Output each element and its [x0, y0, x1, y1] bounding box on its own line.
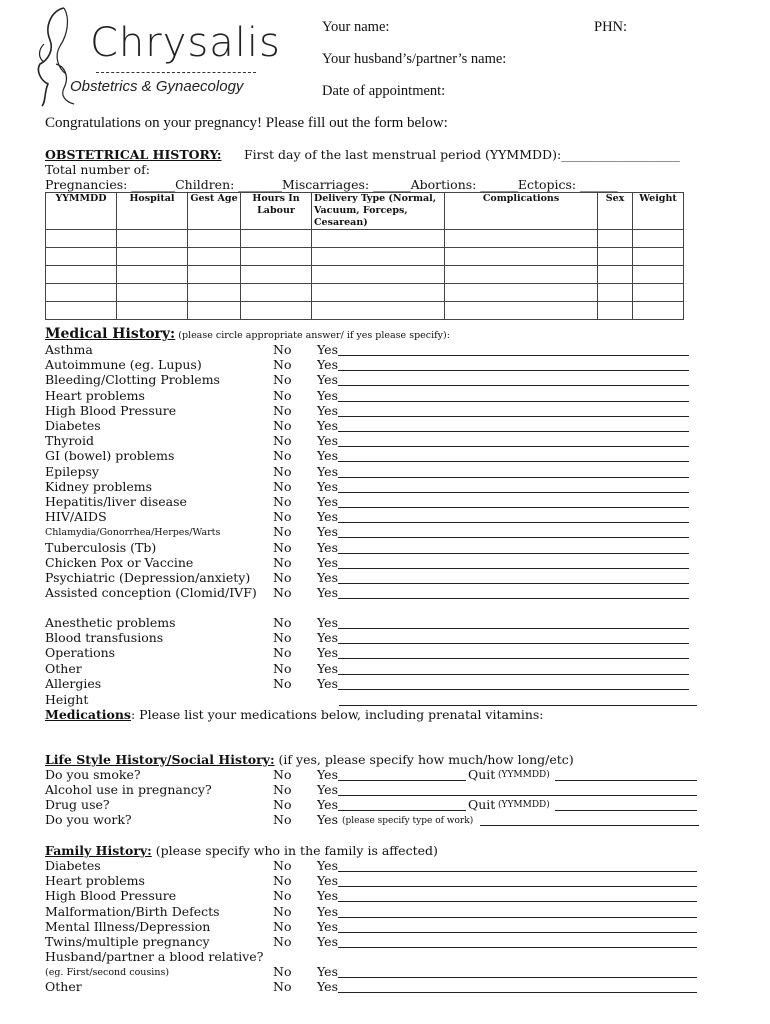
no-option[interactable]: No — [273, 570, 292, 585]
smoke-row — [45, 767, 705, 782]
yes-option[interactable]: Yes — [317, 539, 338, 555]
col-hours-in-labour: Hours In Labour — [241, 193, 312, 230]
quit-label: Quit — [468, 797, 496, 812]
condition-label: Twins/multiple pregnancy — [45, 934, 210, 949]
specify-line[interactable] — [338, 358, 689, 371]
no-option[interactable]: No — [273, 675, 292, 691]
quit-date-format: (YYMMDD) — [498, 770, 550, 780]
no-option[interactable]: No — [273, 418, 292, 433]
specify-line[interactable] — [338, 935, 697, 948]
yes-option[interactable]: Yes — [317, 934, 338, 949]
condition-label: Assisted conception (Clomid/IVF) — [45, 585, 257, 601]
drug-label: Drug use? — [45, 797, 110, 812]
family-history-title: Family History: — [45, 843, 152, 858]
quit-date-format: (YYMMDD) — [498, 800, 550, 810]
yes-option[interactable]: Yes — [317, 585, 338, 601]
no-option[interactable]: No — [273, 478, 292, 494]
blood-relative-label: Husband/partner a blood relative? — [45, 949, 264, 964]
medical-row — [45, 418, 705, 433]
condition-label: Anesthetic problems — [45, 615, 176, 630]
specify-line[interactable] — [338, 677, 689, 690]
medical-row — [45, 479, 705, 494]
specify-line[interactable] — [338, 556, 689, 569]
yes-option[interactable]: Yes — [317, 858, 338, 873]
no-option[interactable]: No — [273, 448, 292, 464]
smoke-line[interactable] — [338, 768, 466, 781]
medical-row — [45, 540, 705, 555]
yes-option[interactable]: Yes — [317, 494, 338, 509]
yes-option[interactable]: Yes — [317, 478, 338, 494]
col-sex: Sex — [598, 193, 633, 230]
family-row — [45, 934, 705, 949]
medical-row — [45, 661, 705, 676]
yes-option[interactable]: Yes — [317, 782, 338, 797]
yes-option[interactable]: Yes — [317, 873, 338, 889]
your-name-label: Your name: — [322, 19, 390, 35]
specify-line[interactable] — [338, 465, 689, 478]
specify-line[interactable] — [338, 616, 689, 629]
no-option[interactable]: No — [273, 873, 292, 889]
condition-label: Heart problems — [45, 873, 145, 889]
specify-line[interactable] — [338, 859, 697, 872]
quit-date-line[interactable] — [555, 798, 697, 811]
logo-name: Chrysalis — [90, 20, 281, 66]
yes-option[interactable]: Yes — [317, 812, 338, 827]
yes-option[interactable]: Yes — [317, 797, 338, 812]
specify-line[interactable] — [338, 419, 689, 432]
table-row[interactable] — [46, 248, 684, 266]
yes-option[interactable]: Yes — [317, 645, 338, 661]
height-line[interactable] — [339, 693, 697, 706]
condition-label: Psychiatric (Depression/anxiety) — [45, 570, 251, 585]
table-header-row — [46, 193, 684, 230]
medications-heading — [45, 707, 544, 722]
no-option[interactable]: No — [273, 387, 292, 403]
no-option[interactable]: No — [273, 888, 292, 904]
condition-label: High Blood Pressure — [45, 888, 177, 904]
pregnancy-counts-line[interactable]: Pregnancies: _______Children: _______Miscarriages: ______Abortions: ______Ectopics: ______ — [45, 177, 618, 192]
yes-option[interactable]: Yes — [317, 554, 338, 570]
height-label: Height — [45, 692, 89, 707]
condition-label: Other — [45, 660, 82, 676]
specify-line[interactable] — [338, 495, 689, 508]
condition-label: Chlamydia/Gonorrhea/Herpes/Warts — [45, 527, 221, 539]
yes-option[interactable]: Yes — [317, 660, 338, 676]
condition-label: Mental Illness/Depression — [45, 918, 211, 934]
specify-line[interactable] — [338, 874, 697, 887]
family-history-note: (please specify who in the family is affected) — [151, 843, 438, 858]
family-history-heading — [45, 843, 438, 858]
condition-label: Malformation/Birth Defects — [45, 903, 220, 919]
medical-history-heading — [45, 326, 450, 342]
medical-row — [45, 342, 705, 357]
medical-row — [45, 403, 705, 418]
medical-row — [45, 509, 705, 524]
col-gest-age: Gest Age — [188, 193, 241, 230]
specify-line[interactable] — [338, 449, 689, 462]
condition-label: Blood transfusions — [45, 630, 164, 646]
drug-row — [45, 797, 705, 812]
medical-row — [45, 464, 705, 479]
specify-line[interactable] — [338, 434, 689, 447]
date-of-appointment-label: Date of appointment: — [322, 83, 446, 99]
medical-history-title: Medical History: — [45, 326, 176, 342]
drug-line[interactable] — [338, 798, 466, 811]
no-option[interactable]: No — [273, 630, 292, 646]
condition-label: Diabetes — [45, 418, 101, 433]
specify-line[interactable] — [338, 920, 697, 933]
no-option[interactable]: No — [273, 964, 292, 979]
yes-option[interactable]: Yes — [317, 888, 338, 904]
specify-line[interactable] — [338, 889, 697, 902]
condition-label: High Blood Pressure — [45, 402, 177, 418]
yes-option[interactable]: Yes — [317, 767, 338, 782]
no-option[interactable]: No — [273, 554, 292, 570]
no-option[interactable]: No — [273, 342, 292, 357]
work-label: Do you work? — [45, 812, 132, 827]
work-line[interactable] — [480, 813, 699, 826]
yes-option[interactable]: Yes — [317, 570, 338, 585]
yes-option[interactable]: Yes — [317, 402, 338, 418]
lifestyle-note: (if yes, please specify how much/how long/etc) — [274, 752, 574, 767]
condition-label: Kidney problems — [45, 478, 152, 494]
no-option[interactable]: No — [273, 797, 292, 812]
no-option[interactable]: No — [273, 782, 292, 797]
table-row[interactable] — [46, 266, 684, 284]
medical-row — [45, 524, 705, 539]
yes-option[interactable]: Yes — [317, 342, 338, 357]
specify-line[interactable] — [338, 389, 689, 402]
yes-option[interactable]: Yes — [317, 357, 338, 373]
intro-text: Congratulations on your pregnancy! Please fill out the form below: — [45, 115, 448, 131]
alcohol-line[interactable] — [338, 783, 697, 796]
obstetrical-history-title: OBSTETRICAL HISTORY: — [45, 147, 222, 162]
blood-relative-example: (eg. First/second cousins) — [45, 967, 170, 978]
specify-line[interactable] — [338, 905, 697, 918]
family-other-line[interactable] — [338, 980, 697, 993]
yes-option[interactable]: Yes — [317, 387, 338, 403]
specify-line[interactable] — [338, 510, 689, 523]
condition-label: Operations — [45, 645, 116, 661]
yes-option[interactable]: Yes — [317, 979, 338, 994]
specify-line[interactable] — [338, 541, 689, 554]
family-row — [45, 919, 705, 934]
condition-label: HIV/AIDS — [45, 509, 107, 525]
col-yymmdd: YYMMDD — [46, 193, 117, 230]
quit-label: Quit — [468, 767, 496, 782]
specify-line[interactable] — [338, 646, 689, 659]
medical-row — [45, 570, 705, 585]
yes-option[interactable]: Yes — [317, 509, 338, 525]
yes-option[interactable]: Yes — [317, 964, 338, 979]
no-option[interactable]: No — [273, 660, 292, 676]
col-complications: Complications — [445, 193, 598, 230]
logo-subtitle: Obstetrics & Gynaecology — [70, 78, 244, 95]
condition-label: Tuberculosis (Tb) — [45, 539, 157, 555]
no-option[interactable]: No — [273, 357, 292, 373]
specify-line[interactable] — [338, 631, 689, 644]
medical-row — [45, 615, 705, 630]
no-option[interactable]: No — [273, 918, 292, 934]
blood-relative-question-row — [45, 949, 705, 964]
yes-option[interactable]: Yes — [317, 615, 338, 630]
lifestyle-title: Life Style History/Social History: — [45, 752, 275, 767]
alcohol-label: Alcohol use in pregnancy? — [45, 782, 212, 797]
obstetrical-history-table — [45, 192, 684, 320]
yes-option[interactable]: Yes — [317, 433, 338, 449]
no-option[interactable]: No — [273, 615, 292, 630]
family-row — [45, 888, 705, 903]
yes-option[interactable]: Yes — [317, 630, 338, 646]
no-option[interactable]: No — [273, 979, 292, 994]
no-option[interactable]: No — [273, 524, 292, 540]
condition-label: Chicken Pox or Vaccine — [45, 554, 194, 570]
medical-history-note: (please circle appropriate answer/ if yes please specify): — [175, 330, 450, 341]
family-row — [45, 873, 705, 888]
medical-row — [45, 555, 705, 570]
specify-line[interactable] — [338, 343, 689, 356]
no-option[interactable]: No — [273, 372, 292, 388]
logo — [34, 4, 281, 108]
work-row — [45, 812, 705, 827]
height-row — [45, 692, 705, 707]
family-other-row — [45, 979, 705, 994]
specify-line[interactable] — [338, 571, 689, 584]
medical-row — [45, 388, 705, 403]
specify-line[interactable] — [338, 373, 689, 386]
work-note: (please specify type of work) — [342, 816, 474, 826]
condition-label: Thyroid — [45, 433, 94, 449]
specify-line[interactable] — [338, 586, 689, 599]
no-option[interactable]: No — [273, 903, 292, 919]
condition-label: Heart problems — [45, 387, 145, 403]
condition-label: GI (bowel) problems — [45, 448, 175, 464]
medical-row — [45, 676, 705, 691]
col-weight: Weight — [633, 193, 684, 230]
yes-option[interactable]: Yes — [317, 918, 338, 934]
medical-row — [45, 645, 705, 660]
condition-label: Diabetes — [45, 858, 101, 873]
blood-relative-row — [45, 964, 705, 979]
alcohol-row — [45, 782, 705, 797]
condition-label: Asthma — [45, 342, 93, 357]
specify-line[interactable] — [338, 662, 689, 675]
no-option[interactable]: No — [273, 494, 292, 509]
condition-label: Hepatitis/liver disease — [45, 494, 187, 509]
condition-label: Bleeding/Clotting Problems — [45, 372, 220, 388]
partner-name-label: Your husband’s/partner’s name: — [322, 51, 507, 67]
col-delivery-type: Delivery Type (Normal, Vacuum, Forceps, Cesarean) — [312, 193, 445, 230]
condition-label: Allergies — [45, 675, 102, 691]
table-row[interactable] — [46, 230, 684, 248]
specify-line[interactable] — [338, 525, 689, 538]
yes-option[interactable]: Yes — [317, 448, 338, 464]
family-row — [45, 904, 705, 919]
table-row[interactable] — [46, 302, 684, 320]
no-option[interactable]: No — [273, 585, 292, 601]
yes-option[interactable]: Yes — [317, 418, 338, 433]
no-option[interactable]: No — [273, 509, 292, 525]
condition-label: Epilepsy — [45, 463, 99, 479]
no-option[interactable]: No — [273, 402, 292, 418]
specify-line[interactable] — [338, 404, 689, 417]
medical-row — [45, 585, 705, 600]
lifestyle-heading — [45, 752, 574, 767]
lmp-field[interactable]: First day of the last menstrual period (YYMMDD):___________________ — [244, 147, 680, 162]
yes-option[interactable]: Yes — [317, 903, 338, 919]
quit-date-line[interactable] — [555, 768, 697, 781]
condition-label: Autoimmune (eg. Lupus) — [45, 357, 202, 373]
medical-row — [45, 494, 705, 509]
yes-option[interactable]: Yes — [317, 675, 338, 691]
medical-row — [45, 448, 705, 463]
medical-row — [45, 630, 705, 645]
total-number-label: Total number of: — [45, 162, 151, 177]
no-option[interactable]: No — [273, 858, 292, 873]
blood-relative-line[interactable] — [338, 965, 697, 978]
yes-option[interactable]: Yes — [317, 463, 338, 479]
no-option[interactable]: No — [273, 539, 292, 555]
specify-line[interactable] — [338, 480, 689, 493]
medications-title: Medications — [45, 707, 131, 722]
no-option[interactable]: No — [273, 934, 292, 949]
family-other-label: Other — [45, 979, 82, 994]
no-option[interactable]: No — [273, 463, 292, 479]
logo-divider — [96, 72, 256, 73]
table-row[interactable] — [46, 284, 684, 302]
yes-option[interactable]: Yes — [317, 524, 338, 540]
smoke-label: Do you smoke? — [45, 767, 141, 782]
medical-row — [45, 372, 705, 387]
no-option[interactable]: No — [273, 767, 292, 782]
yes-option[interactable]: Yes — [317, 372, 338, 388]
medical-row — [45, 357, 705, 372]
no-option[interactable]: No — [273, 433, 292, 449]
family-row — [45, 858, 705, 873]
medications-text: : Please list your medications below, including prenatal vitamins: — [130, 707, 544, 722]
no-option[interactable]: No — [273, 645, 292, 661]
col-hospital: Hospital — [117, 193, 188, 230]
phn-label: PHN: — [594, 19, 628, 35]
medical-row — [45, 433, 705, 448]
no-option[interactable]: No — [273, 812, 292, 827]
